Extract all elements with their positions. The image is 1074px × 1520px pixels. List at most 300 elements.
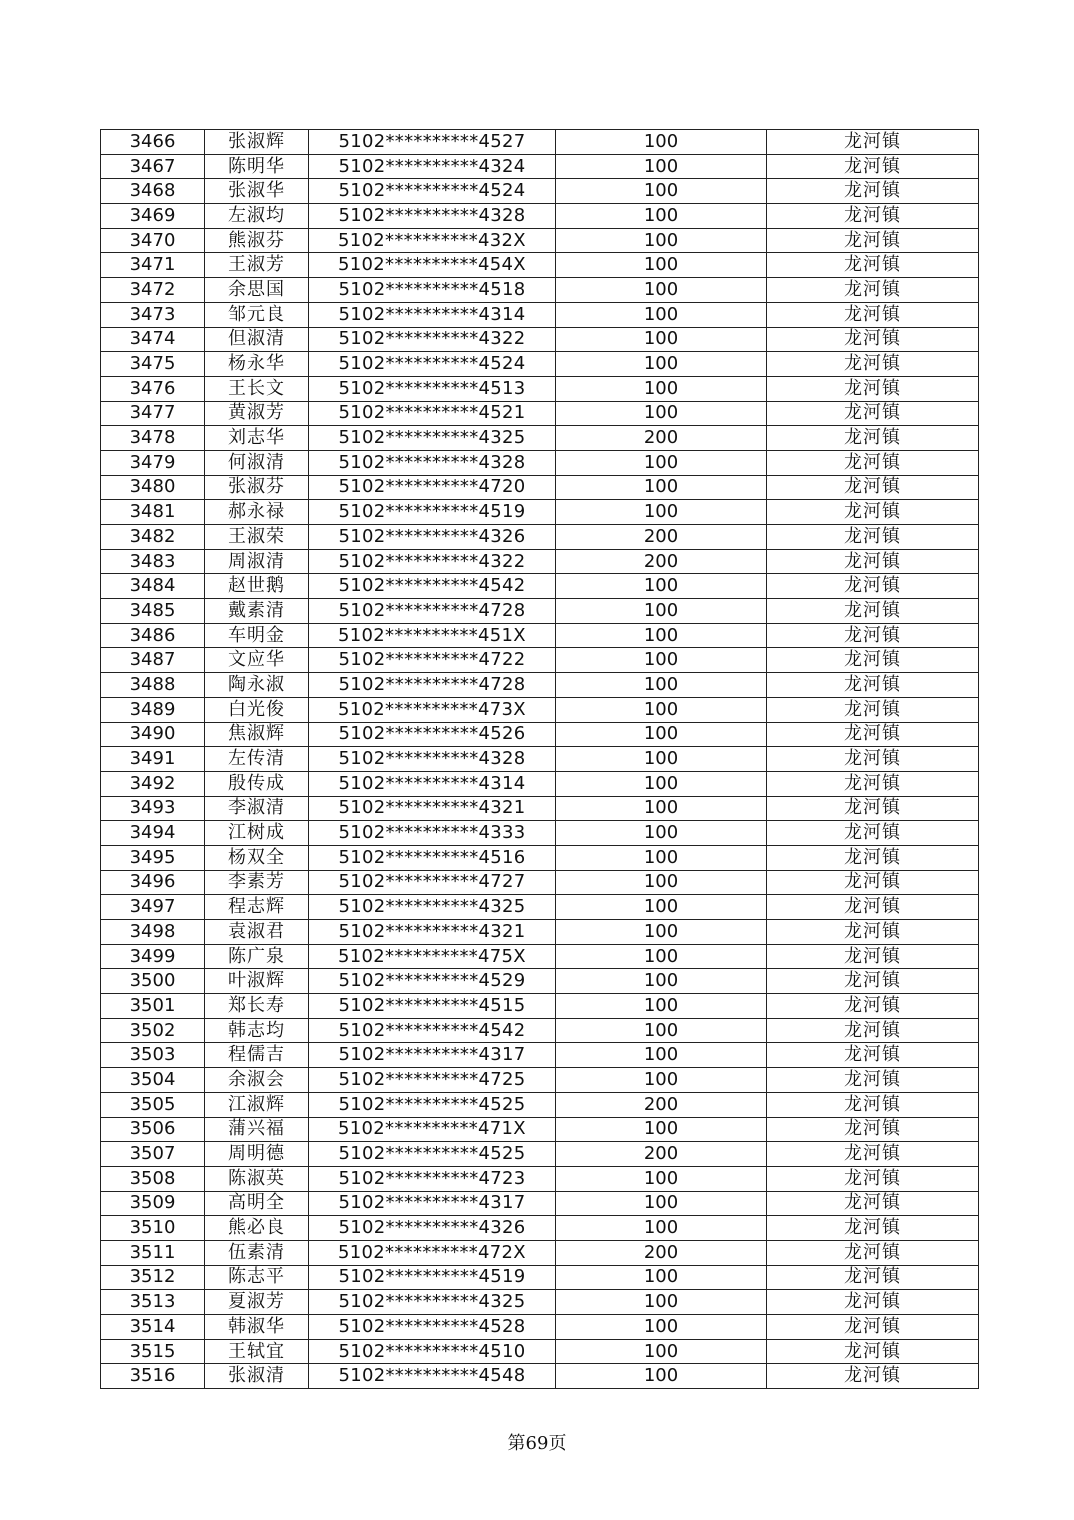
town-cell: 龙河镇 [767, 401, 979, 426]
row-number-cell: 3482 [101, 525, 205, 550]
town-cell: 龙河镇 [767, 130, 979, 155]
table-row [101, 450, 979, 475]
name-cell: 张淑芬 [205, 475, 309, 500]
name-cell: 程志辉 [205, 895, 309, 920]
table-row [101, 253, 979, 278]
table-row [101, 1092, 979, 1117]
id-number-cell: 5102**********4527 [309, 130, 556, 155]
town-cell: 龙河镇 [767, 574, 979, 599]
table-row [101, 747, 979, 772]
town-cell: 龙河镇 [767, 944, 979, 969]
name-cell: 黄淑芳 [205, 401, 309, 426]
name-cell: 左传清 [205, 747, 309, 772]
amount-cell: 100 [556, 302, 767, 327]
town-cell: 龙河镇 [767, 994, 979, 1019]
table-row [101, 1216, 979, 1241]
id-number-cell: 5102**********471X [309, 1117, 556, 1142]
amount-cell: 100 [556, 401, 767, 426]
name-cell: 车明金 [205, 623, 309, 648]
amount-cell: 100 [556, 1166, 767, 1191]
id-number-cell: 5102**********4519 [309, 1265, 556, 1290]
table-row [101, 623, 979, 648]
name-cell: 刘志华 [205, 426, 309, 451]
table-row [101, 525, 979, 550]
name-cell: 陈志平 [205, 1265, 309, 1290]
id-number-cell: 5102**********475X [309, 944, 556, 969]
amount-cell: 100 [556, 870, 767, 895]
town-cell: 龙河镇 [767, 747, 979, 772]
row-number-cell: 3471 [101, 253, 205, 278]
name-cell: 夏淑芳 [205, 1290, 309, 1315]
town-cell: 龙河镇 [767, 870, 979, 895]
table-row [101, 1043, 979, 1068]
row-number-cell: 3504 [101, 1068, 205, 1093]
town-cell: 龙河镇 [767, 1018, 979, 1043]
town-cell: 龙河镇 [767, 796, 979, 821]
amount-cell: 200 [556, 1092, 767, 1117]
table-row [101, 1068, 979, 1093]
row-number-cell: 3477 [101, 401, 205, 426]
name-cell: 邹元良 [205, 302, 309, 327]
amount-cell: 100 [556, 920, 767, 945]
table-row [101, 821, 979, 846]
town-cell: 龙河镇 [767, 1240, 979, 1265]
table-row [101, 697, 979, 722]
amount-cell: 100 [556, 845, 767, 870]
name-cell: 蒲兴福 [205, 1117, 309, 1142]
amount-cell: 100 [556, 154, 767, 179]
amount-cell: 100 [556, 1117, 767, 1142]
town-cell: 龙河镇 [767, 1092, 979, 1117]
amount-cell: 100 [556, 253, 767, 278]
town-cell: 龙河镇 [767, 450, 979, 475]
town-cell: 龙河镇 [767, 549, 979, 574]
town-cell: 龙河镇 [767, 1068, 979, 1093]
row-number-cell: 3472 [101, 278, 205, 303]
town-cell: 龙河镇 [767, 969, 979, 994]
table-row [101, 895, 979, 920]
table-row [101, 228, 979, 253]
row-number-cell: 3488 [101, 673, 205, 698]
town-cell: 龙河镇 [767, 278, 979, 303]
id-number-cell: 5102**********4328 [309, 204, 556, 229]
row-number-cell: 3509 [101, 1191, 205, 1216]
name-cell: 熊必良 [205, 1216, 309, 1241]
town-cell: 龙河镇 [767, 845, 979, 870]
record-table [100, 129, 979, 1389]
name-cell: 左淑均 [205, 204, 309, 229]
table-row [101, 302, 979, 327]
id-number-cell: 5102**********4333 [309, 821, 556, 846]
amount-cell: 100 [556, 599, 767, 624]
table-row [101, 204, 979, 229]
id-number-cell: 5102**********4525 [309, 1142, 556, 1167]
id-number-cell: 5102**********4542 [309, 1018, 556, 1043]
name-cell: 余淑会 [205, 1068, 309, 1093]
name-cell: 王长文 [205, 376, 309, 401]
row-number-cell: 3501 [101, 994, 205, 1019]
town-cell: 龙河镇 [767, 623, 979, 648]
table-row [101, 722, 979, 747]
amount-cell: 100 [556, 821, 767, 846]
amount-cell: 100 [556, 771, 767, 796]
name-cell: 江淑辉 [205, 1092, 309, 1117]
row-number-cell: 3478 [101, 426, 205, 451]
town-cell: 龙河镇 [767, 599, 979, 624]
row-number-cell: 3499 [101, 944, 205, 969]
amount-cell: 100 [556, 1339, 767, 1364]
town-cell: 龙河镇 [767, 1315, 979, 1340]
row-number-cell: 3512 [101, 1265, 205, 1290]
name-cell: 程儒吉 [205, 1043, 309, 1068]
name-cell: 江树成 [205, 821, 309, 846]
name-cell: 叶淑辉 [205, 969, 309, 994]
amount-cell: 100 [556, 648, 767, 673]
name-cell: 何淑清 [205, 450, 309, 475]
table-row [101, 1364, 979, 1389]
amount-cell: 100 [556, 574, 767, 599]
row-number-cell: 3468 [101, 179, 205, 204]
town-cell: 龙河镇 [767, 771, 979, 796]
row-number-cell: 3474 [101, 327, 205, 352]
town-cell: 龙河镇 [767, 1364, 979, 1389]
table-row [101, 771, 979, 796]
id-number-cell: 5102**********4542 [309, 574, 556, 599]
id-number-cell: 5102**********454X [309, 253, 556, 278]
row-number-cell: 3490 [101, 722, 205, 747]
table-row [101, 1018, 979, 1043]
amount-cell: 100 [556, 994, 767, 1019]
row-number-cell: 3502 [101, 1018, 205, 1043]
id-number-cell: 5102**********432X [309, 228, 556, 253]
row-number-cell: 3479 [101, 450, 205, 475]
name-cell: 张淑华 [205, 179, 309, 204]
name-cell: 陈淑英 [205, 1166, 309, 1191]
row-number-cell: 3508 [101, 1166, 205, 1191]
amount-cell: 100 [556, 697, 767, 722]
table-row [101, 1240, 979, 1265]
town-cell: 龙河镇 [767, 500, 979, 525]
row-number-cell: 3489 [101, 697, 205, 722]
amount-cell: 100 [556, 1191, 767, 1216]
table-row [101, 179, 979, 204]
row-number-cell: 3495 [101, 845, 205, 870]
town-cell: 龙河镇 [767, 154, 979, 179]
amount-cell: 200 [556, 426, 767, 451]
town-cell: 龙河镇 [767, 1142, 979, 1167]
table-row [101, 1339, 979, 1364]
table-row [101, 154, 979, 179]
town-cell: 龙河镇 [767, 821, 979, 846]
name-cell: 李淑清 [205, 796, 309, 821]
row-number-cell: 3476 [101, 376, 205, 401]
table-row [101, 944, 979, 969]
id-number-cell: 5102**********4317 [309, 1191, 556, 1216]
row-number-cell: 3500 [101, 969, 205, 994]
amount-cell: 200 [556, 549, 767, 574]
table-row [101, 1191, 979, 1216]
row-number-cell: 3498 [101, 920, 205, 945]
amount-cell: 100 [556, 1364, 767, 1389]
table-row [101, 1166, 979, 1191]
id-number-cell: 5102**********4519 [309, 500, 556, 525]
table-row [101, 549, 979, 574]
row-number-cell: 3469 [101, 204, 205, 229]
town-cell: 龙河镇 [767, 1216, 979, 1241]
id-number-cell: 5102**********4525 [309, 1092, 556, 1117]
table-row [101, 130, 979, 155]
amount-cell: 100 [556, 969, 767, 994]
amount-cell: 100 [556, 130, 767, 155]
name-cell: 张淑清 [205, 1364, 309, 1389]
amount-cell: 100 [556, 327, 767, 352]
table-row [101, 969, 979, 994]
id-number-cell: 5102**********4328 [309, 747, 556, 772]
table-row [101, 278, 979, 303]
town-cell: 龙河镇 [767, 1043, 979, 1068]
id-number-cell: 5102**********4326 [309, 1216, 556, 1241]
id-number-cell: 5102**********4727 [309, 870, 556, 895]
town-cell: 龙河镇 [767, 475, 979, 500]
row-number-cell: 3470 [101, 228, 205, 253]
id-number-cell: 5102**********4516 [309, 845, 556, 870]
amount-cell: 100 [556, 895, 767, 920]
amount-cell: 100 [556, 179, 767, 204]
id-number-cell: 5102**********4314 [309, 771, 556, 796]
row-number-cell: 3497 [101, 895, 205, 920]
table-row [101, 574, 979, 599]
amount-cell: 100 [556, 944, 767, 969]
amount-cell: 200 [556, 1142, 767, 1167]
name-cell: 陶永淑 [205, 673, 309, 698]
name-cell: 杨永华 [205, 352, 309, 377]
id-number-cell: 5102**********4513 [309, 376, 556, 401]
town-cell: 龙河镇 [767, 697, 979, 722]
row-number-cell: 3485 [101, 599, 205, 624]
row-number-cell: 3483 [101, 549, 205, 574]
id-number-cell: 5102**********4325 [309, 426, 556, 451]
row-number-cell: 3473 [101, 302, 205, 327]
town-cell: 龙河镇 [767, 1166, 979, 1191]
row-number-cell: 3487 [101, 648, 205, 673]
id-number-cell: 5102**********4521 [309, 401, 556, 426]
town-cell: 龙河镇 [767, 228, 979, 253]
id-number-cell: 5102**********4322 [309, 327, 556, 352]
town-cell: 龙河镇 [767, 895, 979, 920]
town-cell: 龙河镇 [767, 179, 979, 204]
name-cell: 杨双全 [205, 845, 309, 870]
name-cell: 焦淑辉 [205, 722, 309, 747]
town-cell: 龙河镇 [767, 327, 979, 352]
id-number-cell: 5102**********4321 [309, 796, 556, 821]
amount-cell: 100 [556, 1068, 767, 1093]
row-number-cell: 3493 [101, 796, 205, 821]
table-row [101, 500, 979, 525]
name-cell: 郝永禄 [205, 500, 309, 525]
town-cell: 龙河镇 [767, 525, 979, 550]
amount-cell: 100 [556, 1265, 767, 1290]
amount-cell: 100 [556, 722, 767, 747]
name-cell: 陈明华 [205, 154, 309, 179]
id-number-cell: 5102**********4728 [309, 599, 556, 624]
id-number-cell: 5102**********4548 [309, 1364, 556, 1389]
table-row [101, 648, 979, 673]
name-cell: 王淑芳 [205, 253, 309, 278]
name-cell: 戴素清 [205, 599, 309, 624]
row-number-cell: 3484 [101, 574, 205, 599]
amount-cell: 100 [556, 228, 767, 253]
row-number-cell: 3492 [101, 771, 205, 796]
table-row [101, 1117, 979, 1142]
row-number-cell: 3503 [101, 1043, 205, 1068]
amount-cell: 200 [556, 525, 767, 550]
row-number-cell: 3491 [101, 747, 205, 772]
name-cell: 张淑辉 [205, 130, 309, 155]
name-cell: 赵世鹅 [205, 574, 309, 599]
row-number-cell: 3486 [101, 623, 205, 648]
table-row [101, 920, 979, 945]
amount-cell: 100 [556, 278, 767, 303]
amount-cell: 100 [556, 1216, 767, 1241]
id-number-cell: 5102**********4725 [309, 1068, 556, 1093]
row-number-cell: 3475 [101, 352, 205, 377]
table-row [101, 352, 979, 377]
row-number-cell: 3516 [101, 1364, 205, 1389]
table-row [101, 475, 979, 500]
table-row [101, 599, 979, 624]
id-number-cell: 5102**********4321 [309, 920, 556, 945]
name-cell: 韩志均 [205, 1018, 309, 1043]
table-row [101, 1315, 979, 1340]
id-number-cell: 5102**********4317 [309, 1043, 556, 1068]
row-number-cell: 3496 [101, 870, 205, 895]
id-number-cell: 5102**********472X [309, 1240, 556, 1265]
name-cell: 陈广泉 [205, 944, 309, 969]
name-cell: 王淑荣 [205, 525, 309, 550]
table-row [101, 376, 979, 401]
name-cell: 熊淑芬 [205, 228, 309, 253]
id-number-cell: 5102**********4524 [309, 179, 556, 204]
town-cell: 龙河镇 [767, 1290, 979, 1315]
amount-cell: 100 [556, 1043, 767, 1068]
row-number-cell: 3511 [101, 1240, 205, 1265]
name-cell: 但淑清 [205, 327, 309, 352]
row-number-cell: 3466 [101, 130, 205, 155]
town-cell: 龙河镇 [767, 204, 979, 229]
row-number-cell: 3467 [101, 154, 205, 179]
amount-cell: 100 [556, 1290, 767, 1315]
id-number-cell: 5102**********4325 [309, 1290, 556, 1315]
id-number-cell: 5102**********4325 [309, 895, 556, 920]
name-cell: 王轼宜 [205, 1339, 309, 1364]
town-cell: 龙河镇 [767, 1117, 979, 1142]
name-cell: 白光俊 [205, 697, 309, 722]
row-number-cell: 3481 [101, 500, 205, 525]
id-number-cell: 5102**********4314 [309, 302, 556, 327]
town-cell: 龙河镇 [767, 1265, 979, 1290]
amount-cell: 100 [556, 376, 767, 401]
town-cell: 龙河镇 [767, 376, 979, 401]
id-number-cell: 5102**********451X [309, 623, 556, 648]
town-cell: 龙河镇 [767, 1191, 979, 1216]
name-cell: 殷传成 [205, 771, 309, 796]
amount-cell: 100 [556, 475, 767, 500]
row-number-cell: 3507 [101, 1142, 205, 1167]
amount-cell: 200 [556, 1240, 767, 1265]
town-cell: 龙河镇 [767, 722, 979, 747]
table-row [101, 1290, 979, 1315]
id-number-cell: 5102**********4720 [309, 475, 556, 500]
town-cell: 龙河镇 [767, 920, 979, 945]
amount-cell: 100 [556, 796, 767, 821]
id-number-cell: 5102**********4524 [309, 352, 556, 377]
name-cell: 李素芳 [205, 870, 309, 895]
table-row [101, 401, 979, 426]
amount-cell: 100 [556, 747, 767, 772]
amount-cell: 100 [556, 1315, 767, 1340]
id-number-cell: 5102**********473X [309, 697, 556, 722]
table-row [101, 1142, 979, 1167]
table-row [101, 796, 979, 821]
table-row [101, 1265, 979, 1290]
id-number-cell: 5102**********4529 [309, 969, 556, 994]
id-number-cell: 5102**********4515 [309, 994, 556, 1019]
name-cell: 韩淑华 [205, 1315, 309, 1340]
table-row [101, 426, 979, 451]
town-cell: 龙河镇 [767, 1339, 979, 1364]
row-number-cell: 3480 [101, 475, 205, 500]
id-number-cell: 5102**********4518 [309, 278, 556, 303]
table-row [101, 673, 979, 698]
id-number-cell: 5102**********4324 [309, 154, 556, 179]
name-cell: 文应华 [205, 648, 309, 673]
id-number-cell: 5102**********4526 [309, 722, 556, 747]
name-cell: 周明德 [205, 1142, 309, 1167]
row-number-cell: 3513 [101, 1290, 205, 1315]
record-table-body [101, 130, 979, 1389]
amount-cell: 100 [556, 623, 767, 648]
id-number-cell: 5102**********4723 [309, 1166, 556, 1191]
row-number-cell: 3494 [101, 821, 205, 846]
table-row [101, 994, 979, 1019]
name-cell: 高明全 [205, 1191, 309, 1216]
row-number-cell: 3514 [101, 1315, 205, 1340]
id-number-cell: 5102**********4528 [309, 1315, 556, 1340]
table-row [101, 870, 979, 895]
amount-cell: 100 [556, 673, 767, 698]
town-cell: 龙河镇 [767, 426, 979, 451]
table-row [101, 845, 979, 870]
name-cell: 周淑清 [205, 549, 309, 574]
id-number-cell: 5102**********4328 [309, 450, 556, 475]
id-number-cell: 5102**********4326 [309, 525, 556, 550]
amount-cell: 100 [556, 204, 767, 229]
amount-cell: 100 [556, 500, 767, 525]
name-cell: 袁淑君 [205, 920, 309, 945]
town-cell: 龙河镇 [767, 673, 979, 698]
name-cell: 伍素清 [205, 1240, 309, 1265]
table-row [101, 327, 979, 352]
row-number-cell: 3506 [101, 1117, 205, 1142]
town-cell: 龙河镇 [767, 648, 979, 673]
row-number-cell: 3515 [101, 1339, 205, 1364]
row-number-cell: 3505 [101, 1092, 205, 1117]
amount-cell: 100 [556, 450, 767, 475]
id-number-cell: 5102**********4722 [309, 648, 556, 673]
amount-cell: 100 [556, 352, 767, 377]
name-cell: 郑长寿 [205, 994, 309, 1019]
town-cell: 龙河镇 [767, 253, 979, 278]
